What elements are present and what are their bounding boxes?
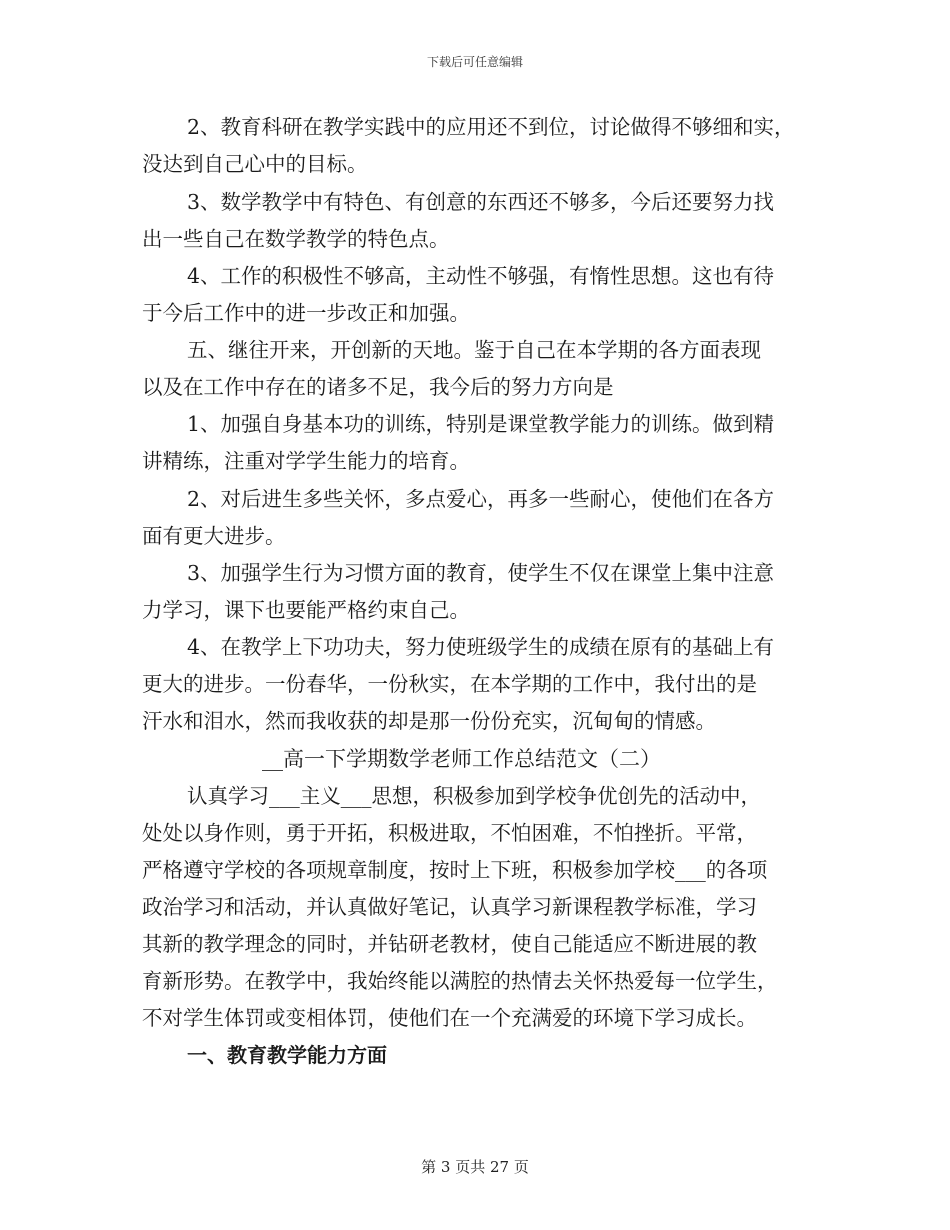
text-line: 政治学习和活动，并认真做好笔记，认真学习新课程教学标准，学习 <box>142 895 757 919</box>
text-line: 以及在工作中存在的诸多不足，我今后的努力方向是 <box>142 375 614 399</box>
text-line: 其新的教学理念的同时，并钻研老教材，使自己能适应不断进展的教 <box>142 932 757 956</box>
text-line: 4、工作的积极性不够高，主动性不够强，有惰性思想。这也有待 <box>187 264 775 288</box>
text-line: 力学习，课下也要能严格约束自己。 <box>142 598 470 622</box>
text-line: 严格遵守学校的各项规章制度，按时上下班，积极参加学校___的各项 <box>142 858 768 882</box>
page-header: 下载后可任意编辑 <box>426 55 523 69</box>
text-line: 4、在教学上下功功夫，努力使班级学生的成绩在原有的基础上有 <box>187 635 775 659</box>
text-line: 2、对后进生多些关怀，多点爱心，再多一些耐心，使他们在各方 <box>187 487 775 511</box>
text-line: 不对学生体罚或变相体罚，使他们在一个充满爱的环境下学习成长。 <box>142 1006 757 1030</box>
text-line: 处处以身作则，勇于开拓，积极进取，不怕困难，不怕挫折。平常， <box>142 821 757 845</box>
text-line: 讲精练，注重对学学生能力的培育。 <box>142 449 470 473</box>
text-line: 1、加强自身基本功的训练，特别是课堂教学能力的训练。做到精 <box>187 412 775 436</box>
text-line: 面有更大进步。 <box>142 524 286 548</box>
text-line: 更大的进步。一份春华，一份秋实，在本学期的工作中，我付出的是 <box>142 672 757 696</box>
text-line: 3、加强学生行为习惯方面的教育，使学生不仅在课堂上集中注意 <box>187 561 775 585</box>
section-heading: 一、教育教学能力方面 <box>187 1043 387 1067</box>
text-line: 2、教育科研在教学实践中的应用还不到位，讨论做得不够细和实， <box>187 115 795 139</box>
text-line: 出一些自己在数学教学的特色点。 <box>142 227 450 251</box>
text-line: 认真学习___主义___思想，积极参加到学校争优创先的活动中， <box>187 784 761 808</box>
text-line: 五、继往开来，开创新的天地。鉴于自己在本学期的各方面表现 <box>187 338 761 362</box>
page-footer: 第 3 页共 27 页 <box>421 1158 529 1176</box>
text-line: 3、数学教学中有特色、有创意的东西还不够多，今后还要努力找 <box>187 190 775 214</box>
section-title: __高一下学期数学老师工作总结范文（二） <box>262 747 661 771</box>
text-line: 于今后工作中的进一步改正和加强。 <box>142 301 470 325</box>
text-line: 育新形势。在教学中，我始终能以满腔的热情去关怀热爱每一位学生， <box>142 969 778 993</box>
text-line: 没达到自己心中的目标。 <box>142 152 368 176</box>
text-line: 汗水和泪水，然而我收获的却是那一份份充实，沉甸甸的情感。 <box>142 709 716 733</box>
